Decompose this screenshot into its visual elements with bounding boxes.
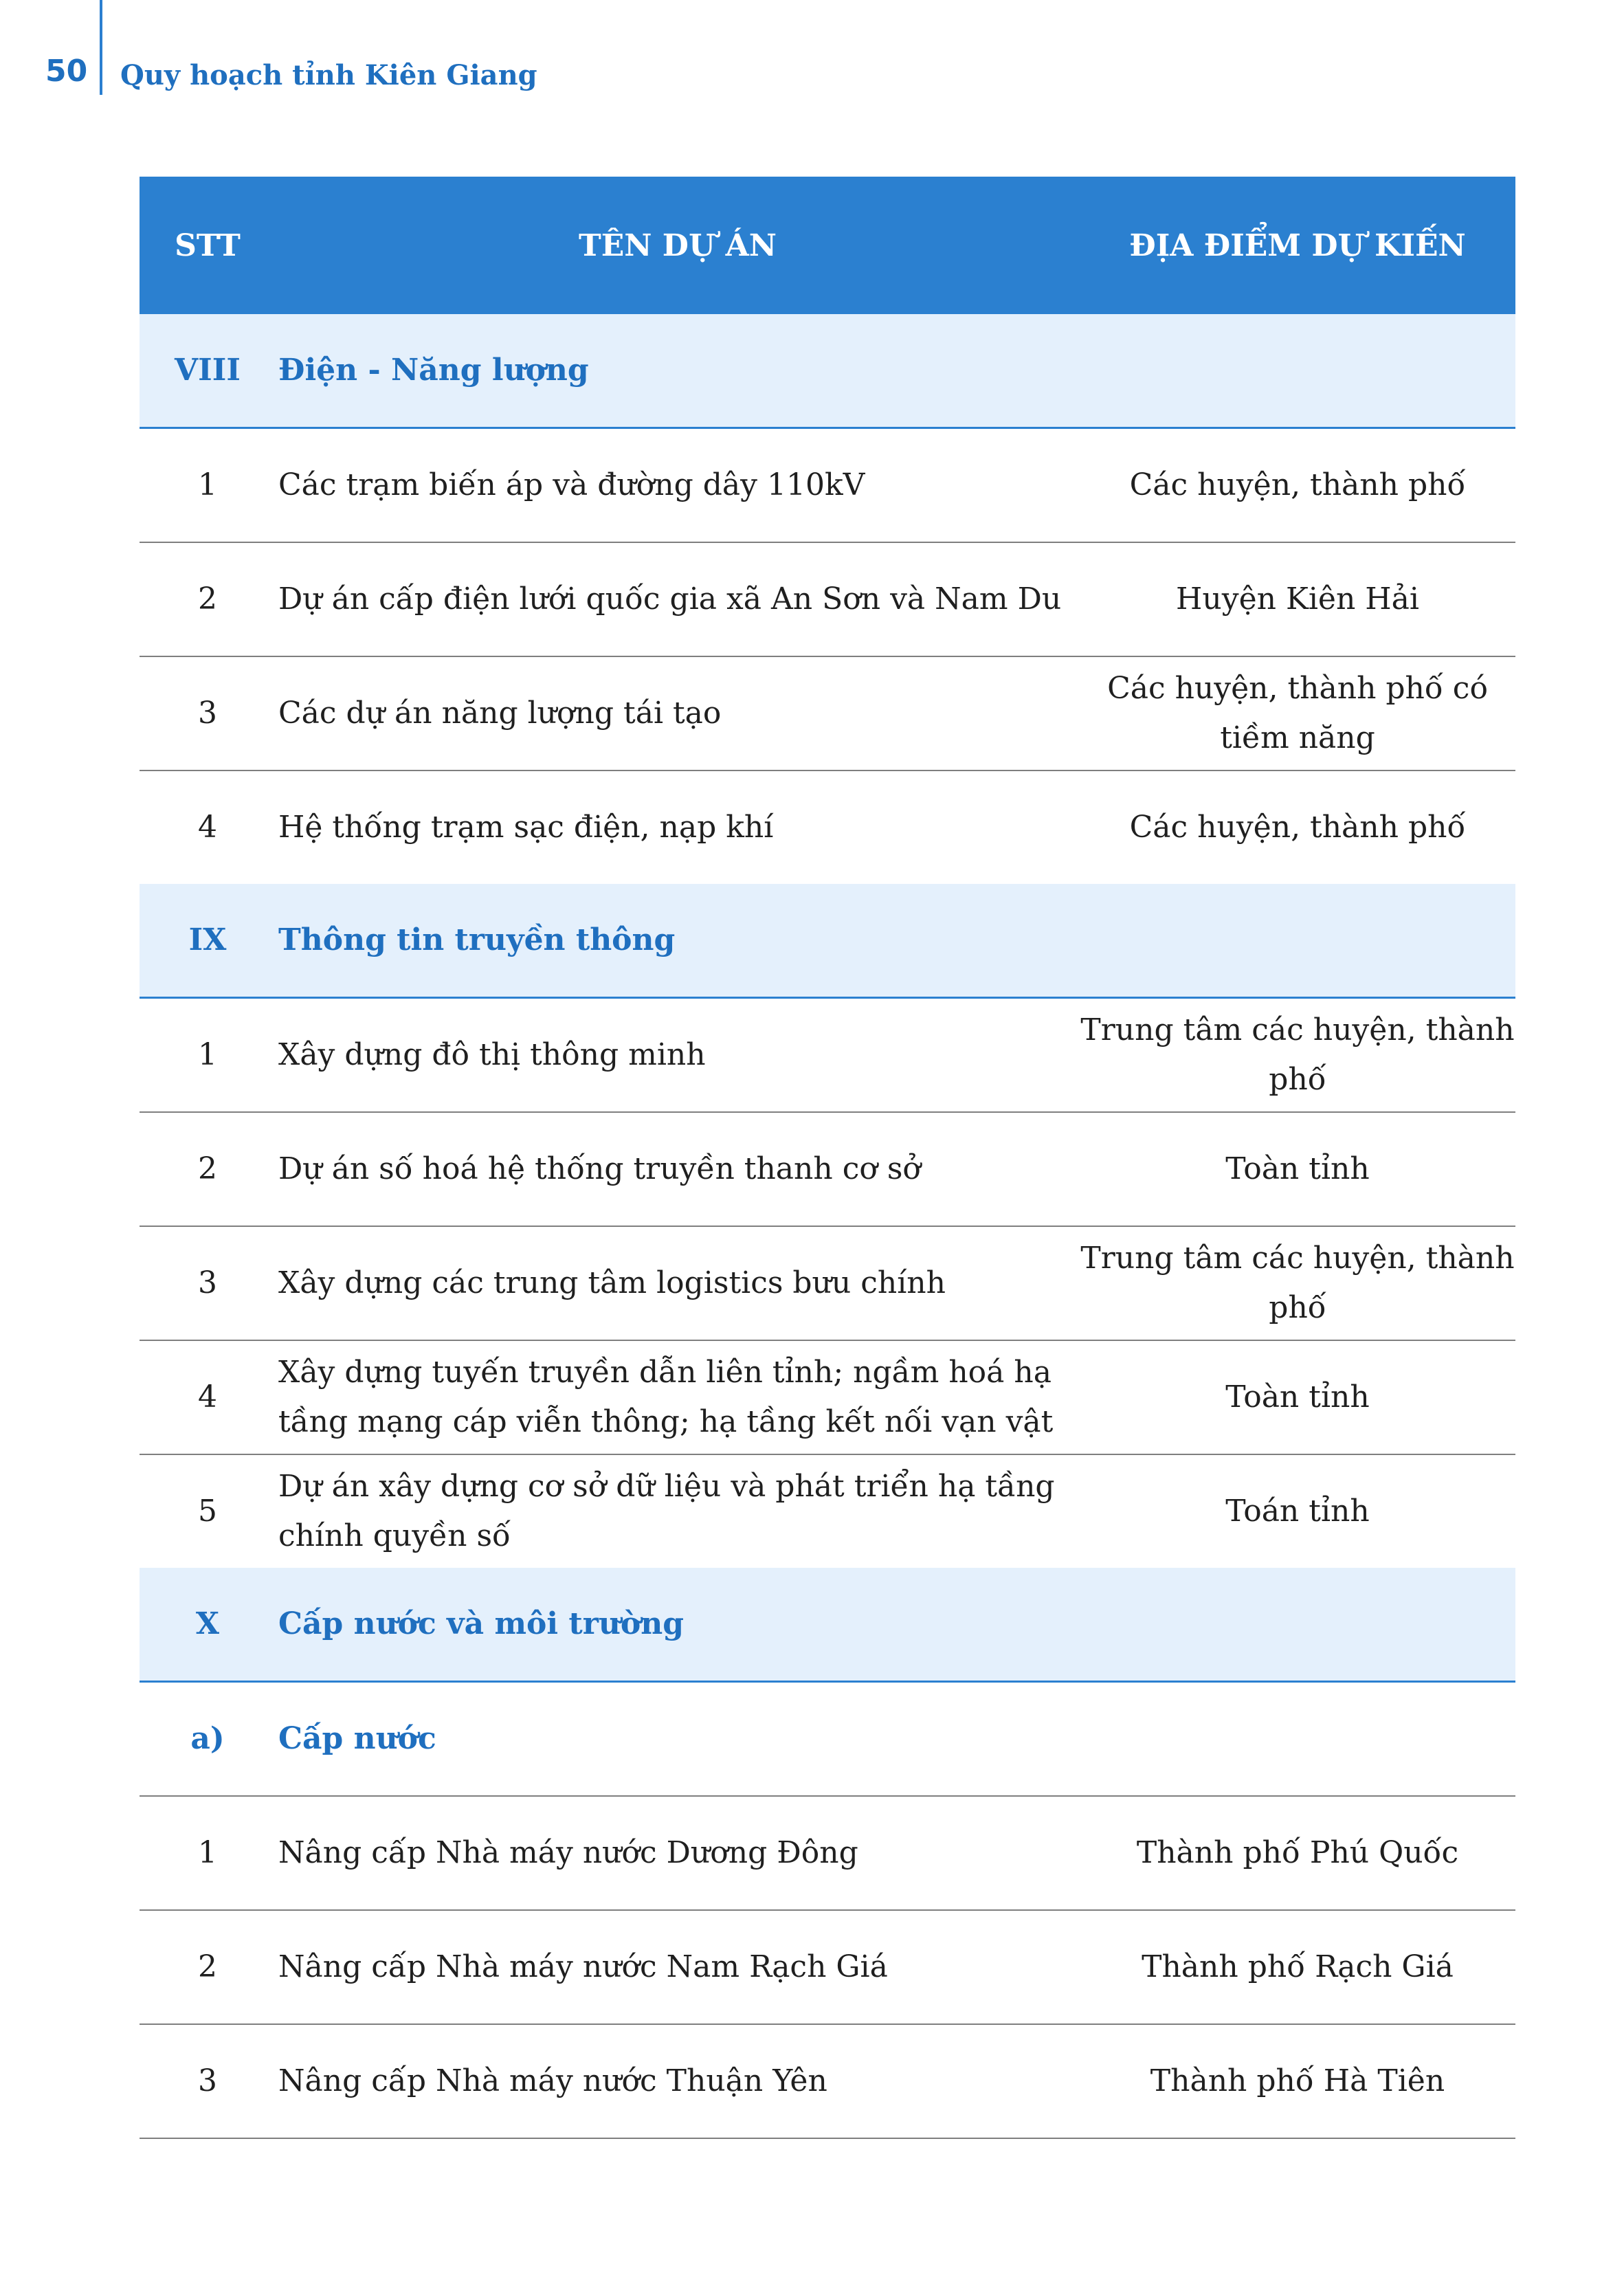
row-location: Các huyện, thành phố — [1080, 428, 1515, 543]
project-table — [140, 177, 1515, 2139]
row-location: Các huyện, thành phố có tiềm năng — [1080, 656, 1515, 770]
table-row — [140, 770, 1515, 884]
row-location — [1080, 884, 1515, 998]
subsection-title: Cấp nước — [276, 1682, 1080, 1797]
row-stt: 5 — [198, 1494, 217, 1529]
row-project-name: Nâng cấp Nhà máy nước Nam Rạch Giá — [276, 1910, 1080, 2024]
row-stt: IX — [140, 884, 276, 998]
table-row — [140, 1454, 1515, 1568]
row-location: Các huyện, thành phố — [1129, 810, 1466, 845]
row-project-name: Xây dựng các trung tâm logistics bưu chính — [276, 1226, 1080, 1340]
row-location: Thành phố Hà Tiên — [1080, 2024, 1515, 2138]
row-location — [1080, 1682, 1515, 1797]
section-title: Cấp nước và môi trường — [276, 1568, 1080, 1682]
row-stt: 4 — [140, 1340, 276, 1454]
header-divider — [100, 0, 102, 95]
row-project-name: Dự án cấp điện lưới quốc gia xã An Sơn và Nam Du — [276, 542, 1080, 656]
column-header-location: ĐỊA ĐIỂM DỰ KIẾN — [1080, 177, 1515, 314]
section-title: Điện - Năng lượng — [276, 314, 1080, 428]
row-stt: X — [140, 1568, 276, 1682]
table-row — [140, 2024, 1515, 2138]
row-stt: a) — [140, 1682, 276, 1797]
table-row — [140, 656, 1515, 770]
row-stt: 1 — [140, 1796, 276, 1910]
row-location: Toán tỉnh — [1225, 1494, 1370, 1529]
row-location: Thành phố Phú Quốc — [1080, 1796, 1515, 1910]
table-row — [140, 998, 1515, 1113]
table-row — [140, 1910, 1515, 2024]
table-row — [140, 1226, 1515, 1340]
row-project-name: Xây dựng tuyến truyền dẫn liên tỉnh; ngầm hoá hạ tầng mạng cáp viễn thông; hạ tầng kết nối vạn vật — [276, 1340, 1080, 1454]
page-number: 50 — [45, 54, 88, 89]
row-project-name: Các dự án năng lượng tái tạo — [276, 656, 1080, 770]
table-header — [140, 177, 1515, 314]
row-location: Huyện Kiên Hải — [1080, 542, 1515, 656]
row-location: Toàn tỉnh — [1080, 1340, 1515, 1454]
row-stt: 1 — [140, 428, 276, 543]
row-location — [1080, 314, 1515, 428]
row-project-name: Dự án số hoá hệ thống truyền thanh cơ sở — [276, 1112, 1080, 1226]
section-row — [140, 314, 1515, 428]
column-header-name: TÊN DỰ ÁN — [276, 177, 1080, 314]
section-row — [140, 884, 1515, 998]
row-project-name: Xây dựng đô thị thông minh — [276, 998, 1080, 1113]
column-header-stt: STT — [140, 177, 276, 314]
table-row — [140, 1340, 1515, 1454]
table-row — [140, 1112, 1515, 1226]
row-stt: 4 — [198, 810, 217, 845]
row-stt: 3 — [140, 2024, 276, 2138]
row-project-name: Các trạm biến áp và đường dây 110kV — [276, 428, 1080, 543]
row-project-name: Nâng cấp Nhà máy nước Dương Đông — [276, 1796, 1080, 1910]
row-stt: 2 — [140, 1910, 276, 2024]
row-stt: 3 — [140, 656, 276, 770]
row-location: Trung tâm các huyện, thành phố — [1080, 998, 1515, 1113]
section-row — [140, 1568, 1515, 1682]
row-location: Toàn tỉnh — [1080, 1112, 1515, 1226]
row-location: Thành phố Rạch Giá — [1080, 1910, 1515, 2024]
row-location — [1080, 1568, 1515, 1682]
row-project-name: Dự án xây dựng cơ sở dữ liệu và phát triển hạ tầng chính quyền số — [278, 1469, 1055, 1553]
page-header — [0, 0, 1624, 137]
row-project-name: Nâng cấp Nhà máy nước Thuận Yên — [276, 2024, 1080, 2138]
section-title: Thông tin truyền thông — [276, 884, 1080, 998]
row-stt: 2 — [140, 1112, 276, 1226]
row-stt: 1 — [140, 998, 276, 1113]
row-stt: 2 — [140, 542, 276, 656]
row-stt: VIII — [140, 314, 276, 428]
table-row — [140, 1796, 1515, 1910]
table-row — [140, 542, 1515, 656]
table-body — [140, 314, 1515, 2138]
row-stt: 3 — [140, 1226, 276, 1340]
row-project-name: Hệ thống trạm sạc điện, nạp khí — [278, 810, 774, 845]
subsection-row — [140, 1682, 1515, 1797]
document-title: Quy hoạch tỉnh Kiên Giang — [120, 59, 537, 91]
row-location: Trung tâm các huyện, thành phố — [1080, 1226, 1515, 1340]
table-row — [140, 428, 1515, 543]
